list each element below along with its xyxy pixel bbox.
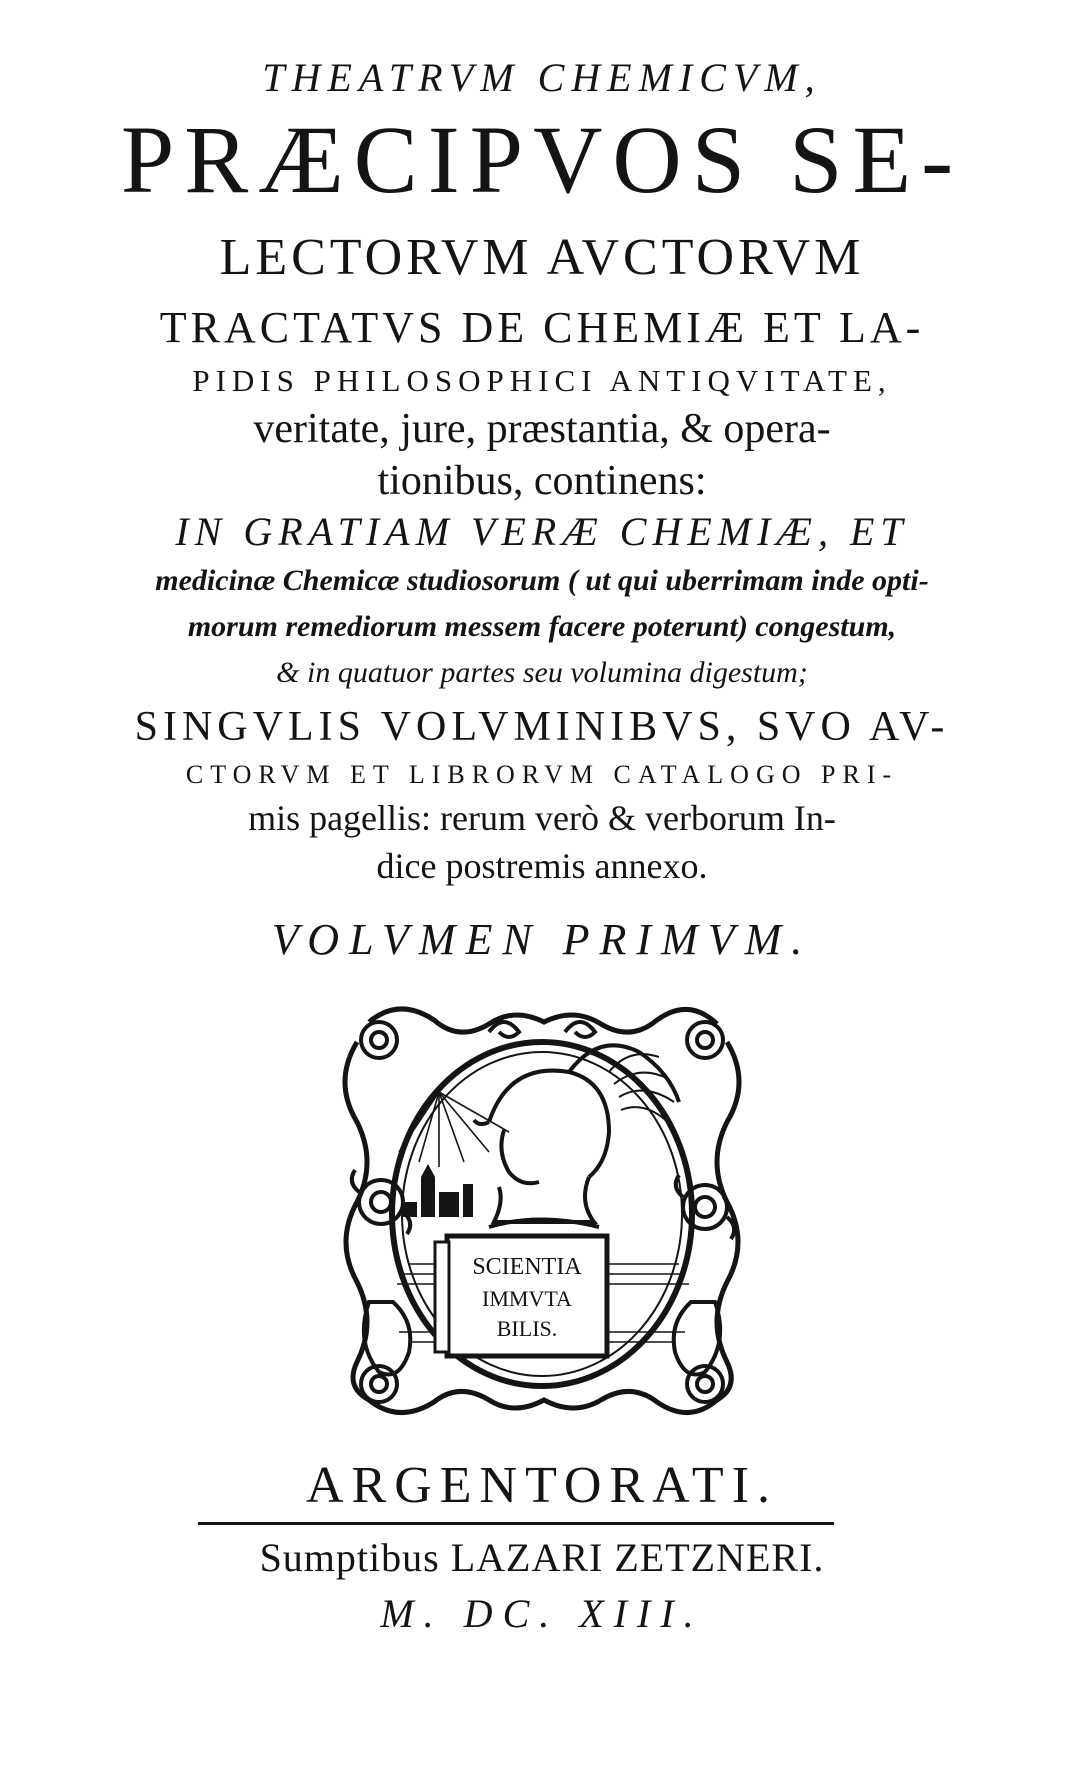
motto-line: BILIS. xyxy=(496,1316,558,1341)
imprint-publisher: Sumptibus LAZARI ZETZNERI. xyxy=(259,1535,825,1580)
volume-label: VOLVMEN PRIMVM. xyxy=(271,915,813,964)
motto-line: SCIENTIA xyxy=(472,1254,582,1280)
motto-line: IMMVTA xyxy=(482,1286,572,1311)
dedication-line: & in quatuor partes seu volumina digestum; xyxy=(276,656,808,689)
title-line: tionibus, continens: xyxy=(377,458,707,504)
title-line: PIDIS PHILOSOPHICI ANTIQVITATE, xyxy=(192,363,892,398)
catalog-line: SINGVLIS VOLVMINIBVS, SVO AV- xyxy=(134,704,950,750)
title-line: LECTORVM AVCTORVM xyxy=(219,229,865,286)
imprint-rule xyxy=(198,1522,834,1525)
catalog-line: mis pagellis: rerum verò & verborum In- xyxy=(248,798,836,838)
title-line: TRACTATVS DE CHEMIÆ ET LA- xyxy=(159,303,925,352)
catalog-line: dice postremis annexo. xyxy=(376,846,708,886)
dedication-line: IN GRATIAM VERÆ CHEMIÆ, ET xyxy=(175,509,909,554)
imprint-date: M. DC. XIII. xyxy=(380,1591,704,1636)
printers-device-woodcut xyxy=(339,1002,745,1422)
motto-tablet xyxy=(435,1236,607,1356)
running-header: THEATRVM CHEMICVM, xyxy=(262,55,822,100)
catalog-line: CTORVM ET LIBRORVM CATALOGO PRI- xyxy=(185,760,899,789)
imprint-place: ARGENTORATI. xyxy=(305,1457,779,1514)
title-line: PRÆCIPVOS SE- xyxy=(120,106,964,213)
dedication-line: morum remediorum messem facere poterunt) congestum, xyxy=(187,610,897,643)
dedication-line: medicinæ Chemicæ studiosorum ( ut qui uberrimam inde opti- xyxy=(155,564,929,597)
title-line: veritate, jure, præstantia, & opera- xyxy=(253,406,831,452)
